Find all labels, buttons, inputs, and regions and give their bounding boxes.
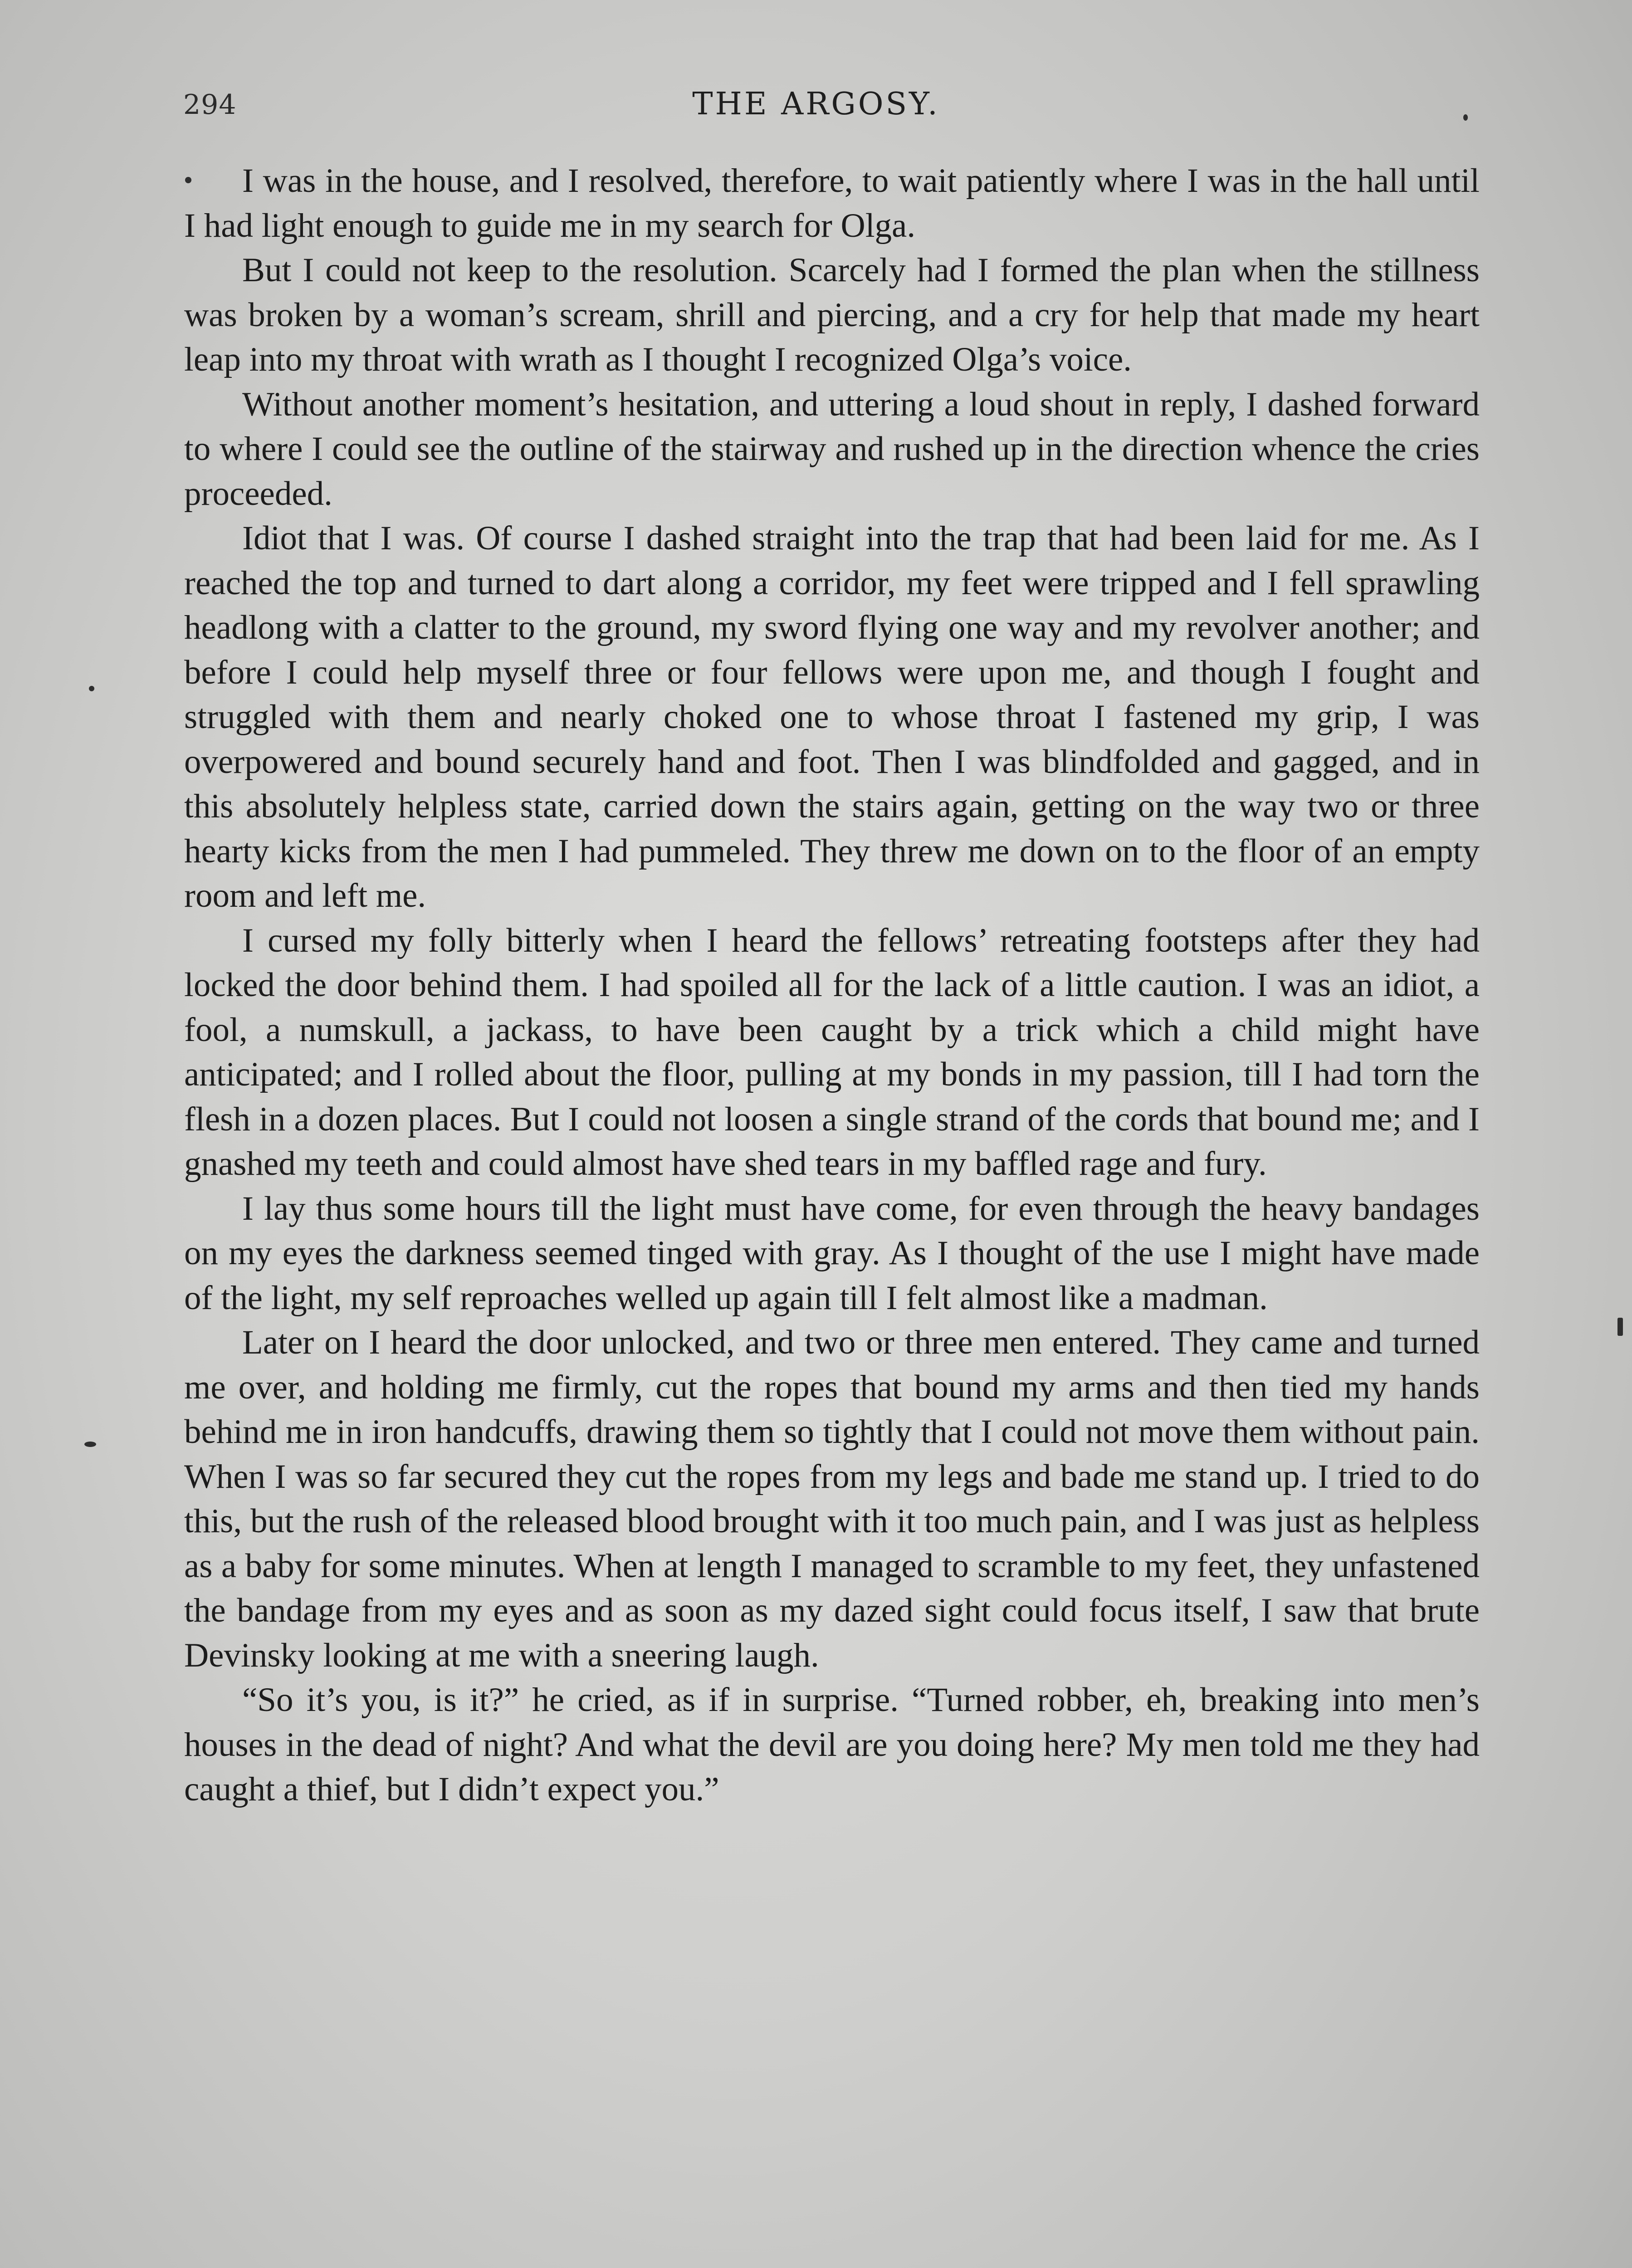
paragraph: Later on I heard the door unlocked, and two or three men entered. They came and turned me over, and holding me firmly, cut the ropes that bound my arms and then tied my hands behind me in iron handcuffs, drawing them so tightly that I could not move them without pain. When I was so far secured they cut the ropes from my legs and bade me stand up. I tried to do this, but the rush of the released blood brought with it too much pain, and I was just as helpless as a baby for some minutes. When at length I managed to scramble to my feet, they unfastened the bandage from my eyes and as soon as my dazed sight could focus itself, I saw that brute Devinsky looking at me with a sneering laugh.	[184, 1324, 1480, 1674]
paragraph: “So it’s you, is it?” he cried, as if in surprise. “Turned robber, eh, breaking into men’s houses in the dead of night? And what the devil are you doing here? My men told me they had caught a thief, but I didn’t expect you.”	[184, 1681, 1480, 1808]
article-body	[184, 159, 1480, 1812]
paragraph: I was in the house, and I resolved, therefore, to wait patiently where I was in the hall until I had light enough to guide me in my search for Olga.	[184, 162, 1480, 244]
paragraph: Without another moment’s hesitation, and uttering a loud shout in reply, I dashed forward to where I could see the outline of the stairway and rushed up in the direction whence the cries proceeded.	[184, 385, 1480, 513]
print-speck	[1617, 1318, 1623, 1336]
paragraph: I cursed my folly bitterly when I heard the fellows’ retreating footsteps after they had locked the door behind them. I had spoiled all for the lack of a little caution. I was an idiot, a fool, a numskull, a jackass, to have been caught by a trick which a child might have anticipated; and I rolled about the floor, pulling at my bonds in my passion, till I had torn the flesh in a dozen places. But I could not loosen a single strand of the cords that bound me; and I gnashed my teeth and could almost have shed tears in my baffled rage and fury.	[184, 921, 1480, 1183]
paragraph: I lay thus some hours till the light must have come, for even through the heavy bandages on my eyes the darkness seemed tinged with gray. As I thought of the use I might have made of the light, my self reproaches welled up again till I felt almost like a madman.	[184, 1189, 1480, 1317]
print-speck	[89, 686, 94, 691]
print-speck	[185, 177, 191, 183]
paragraph: Idiot that I was. Of course I dashed straight into the trap that had been laid for me. As I reached the top and turned to dart along a corridor, my feet were tripped and I fell sprawling headlong with a clatter to the ground, my sword flying one way and my revolver another; and before I could help myself three or four fellows were upon me, and though I fought and struggled with them and nearly choked one to whose throat I fastened my grip, I was overpowered and bound securely hand and foot. Then I was blindfolded and gagged, and in this absolutely helpless state, carried down the stairs again, getting on the way two or three hearty kicks from the men I had pummeled. They threw me down on to the floor of an empty room and left me.	[184, 519, 1480, 914]
print-speck	[1463, 114, 1468, 121]
running-head: THE ARGOSY.	[692, 86, 940, 122]
paragraph: But I could not keep to the resolution. Scarcely had I formed the plan when the stillness was broken by a woman’s scream, shrill and piercing, and a cry for help that made my heart leap into my throat with wrath as I thought I recognized Olga’s voice.	[184, 251, 1480, 378]
page-number: 294	[183, 89, 237, 121]
print-speck	[84, 1442, 96, 1447]
